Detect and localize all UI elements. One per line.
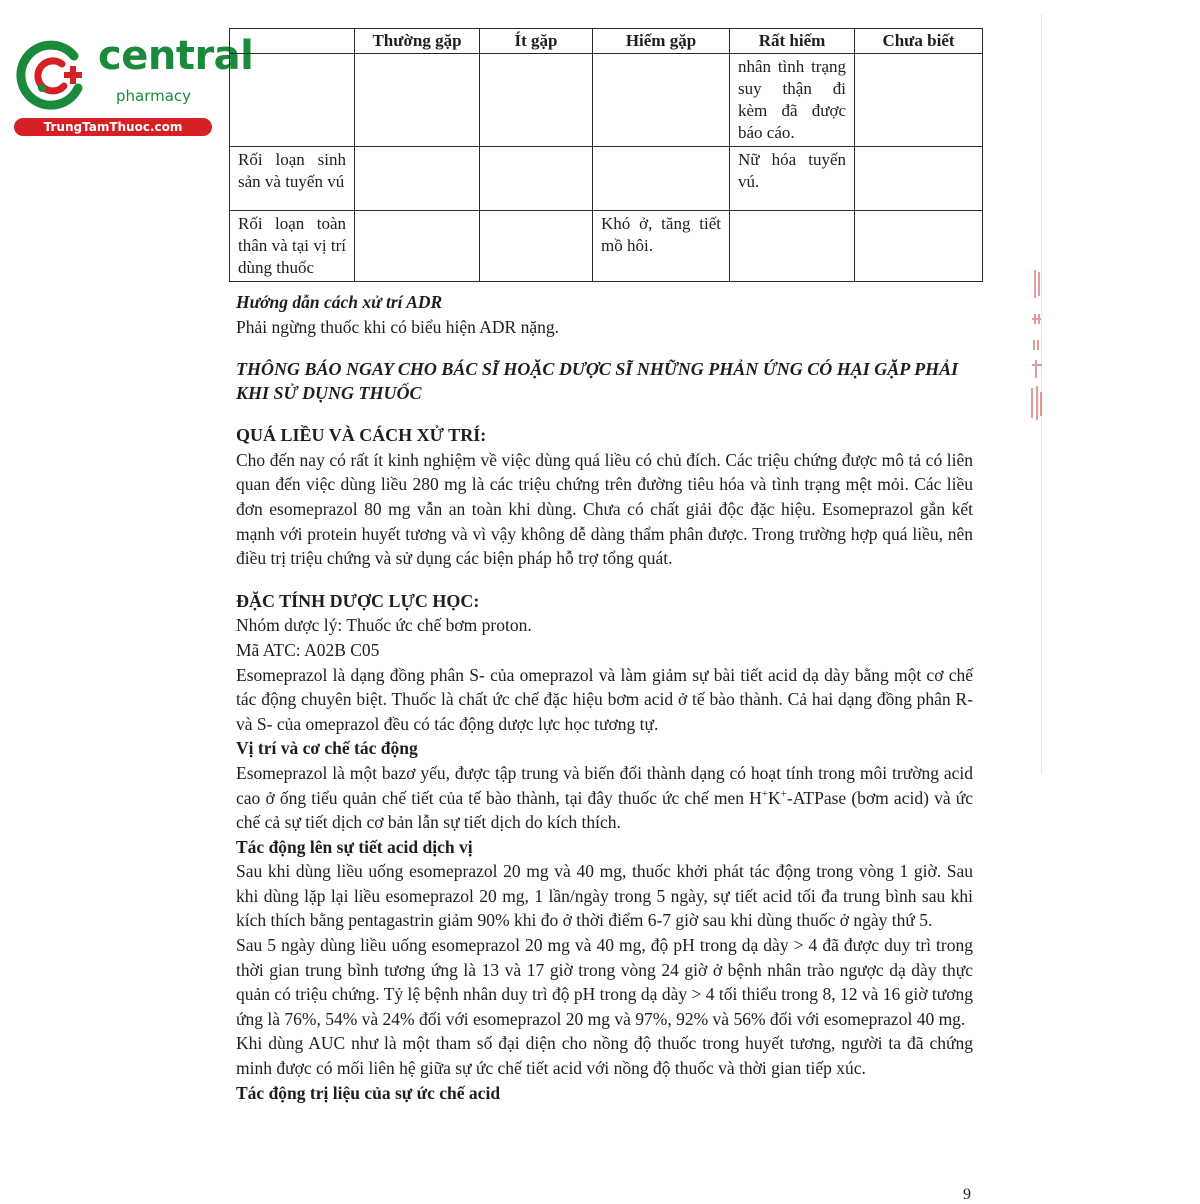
- table-row: [230, 147, 983, 211]
- rare-cell: Khó ở, tăng tiết mồ hôi.: [593, 211, 730, 282]
- superscript-plus: +: [761, 787, 769, 800]
- pharmacological-group: Nhóm dược lý: Thuốc ức chế bơm proton.: [236, 615, 532, 636]
- mechanism-text-part: Esomeprazol là một bazơ yếu, được tập trung và biến đổi thành dạng có hoạt tính trong môi trường acid cao ở ống tiểu quản chế tiết của tế bào thành, tại đây thuốc ức chế men H: [236, 762, 973, 808]
- table-header-row: [230, 29, 983, 54]
- table-row: [230, 54, 983, 147]
- adr-text: Phải ngừng thuốc khi có biểu hiện ADR nặng.: [236, 316, 559, 337]
- central-pharmacy-logo: [10, 33, 254, 136]
- pharmacy-cross-c-icon: [12, 36, 92, 116]
- page-number: 9: [963, 1186, 971, 1203]
- secretion-paragraph: Sau 5 ngày dùng liều uống esomeprazol 20 mg và 40 mg, độ pH trong dạ dày > 4 đã được duy trì trong thời gian trung bình tương ứng là 13 và 17 giờ trong vòng 24 giờ ở bệnh nhân trào ngược dạ dày thực quản có triệu chứng. Tỷ lệ bệnh nhân duy trì độ pH trong dạ dày > 4 tối thiểu trong 8, 12 và 16 giờ tương ứng là 76%, 54% và 24% đối với esomeprazol 20 mg và 97%, 92% và 56% đối với esomeprazol 40 mg.: [236, 935, 973, 1029]
- warning-notice: THÔNG BÁO NGAY CHO BÁC SĨ HOẶC DƯỢC SĨ NHỮNG PHẢN ỨNG CÓ HẠI GẶP PHẢI KHI SỬ DỤNG THUỐC: [236, 359, 959, 404]
- table-cell: [855, 147, 983, 211]
- pharmacodynamics-heading: ĐẶC TÍNH DƯỢC LỰC HỌC:: [236, 590, 480, 611]
- adr-table: [229, 28, 983, 282]
- table-cell: [480, 147, 593, 211]
- header-cell: Chưa biết: [855, 29, 983, 54]
- table-cell: [855, 54, 983, 147]
- secretion-paragraph: Khi dùng AUC như là một tham số đại diện cho nồng độ thuốc trong huyết tương, người ta đã chứng minh được có mối liên hệ giữa sự ức chế tiết acid với nồng độ thuốc và thời gian tiếp xúc.: [236, 1033, 973, 1079]
- mechanism-text: [236, 761, 973, 835]
- table-row: [230, 211, 983, 282]
- table-cell: [355, 211, 480, 282]
- logo-name: central: [98, 33, 254, 79]
- table-cell: [480, 54, 593, 147]
- header-cell: Thường gặp: [355, 29, 480, 54]
- logo-subtitle: pharmacy: [116, 87, 192, 105]
- row-label-cell: Rối loạn toàn thân và tại vị trí dùng thuốc: [230, 211, 355, 282]
- mechanism-heading: Vị trí và cơ chế tác động: [236, 738, 418, 759]
- pharmacodynamics-intro: Esomeprazol là dạng đồng phân S- của omeprazol và làm giảm sự bài tiết acid dạ dày bằng một cơ chế tác động chuyên biệt. Thuốc là chất ức chế đặc hiệu bơm acid ở tế bào thành. Cả hai dạng đồng phân R- và S- của omeprazol đều có tác động dược lực học tương tự.: [236, 664, 973, 734]
- row-label-cell: [230, 54, 355, 147]
- secretion-paragraph: Sau khi dùng liều uống esomeprazol 20 mg và 40 mg, thuốc khởi phát tác động trong vòng 1 giờ. Sau khi dùng lặp lại liều esomeprazol 20 mg, 1 lần/ngày trong 5 ngày, sự tiết acid tối đa trung bình sau khi kích thích bằng pentagastrin giảm 90% khi đo ở thời điểm 6-7 giờ sau khi dùng thuốc ở ngày thứ 5.: [236, 861, 973, 931]
- logo-website: TrungTamThuoc.com: [14, 118, 212, 136]
- mechanism-text-part: -ATPase (bơm acid) và ức chế cả sự tiết dịch cơ bản lẫn sự tiết dịch do kích thích.: [236, 787, 973, 833]
- table-cell: [593, 147, 730, 211]
- table-cell: [480, 211, 593, 282]
- header-cell: Rất hiếm: [730, 29, 855, 54]
- table-cell: [355, 54, 480, 147]
- overdose-text: Cho đến nay có rất ít kinh nghiệm về việc dùng quá liều có chủ đích. Các triệu chứng được mô tả có liên quan đến việc dùng liều 280 mg là các triệu chứng trên đường tiêu hóa và tình trạng mệt mỏi. Các liều đơn esomeprazol 80 mg vẫn an toàn khi dùng. Chưa có chất giải độc đặc hiệu. Esomeprazol gắn kết mạnh với protein huyết tương và vì vậy không dễ dàng thẩm phân được. Trong trường hợp quá liều, nên điều trị triệu chứng và sử dụng các biện pháp hỗ trợ tổng quát.: [236, 449, 973, 569]
- document-body: [236, 290, 973, 1105]
- overdose-heading: QUÁ LIỀU VÀ CÁCH XỬ TRÍ:: [236, 425, 487, 446]
- therapeutic-heading: Tác động trị liệu của sự ức chế acid: [236, 1082, 501, 1103]
- very-rare-cell: Nữ hóa tuyến vú.: [730, 147, 855, 211]
- table-cell: [355, 147, 480, 211]
- header-cell: Ít gặp: [480, 29, 593, 54]
- header-cell: [230, 29, 355, 54]
- very-rare-cell: nhân tình trạng suy thận đi kèm đã được báo cáo.: [730, 54, 855, 147]
- header-cell: Hiếm gặp: [593, 29, 730, 54]
- adr-heading: Hướng dẫn cách xử trí ADR: [236, 292, 443, 312]
- secretion-heading: Tác động lên sự tiết acid dịch vị: [236, 836, 473, 857]
- atc-code: Mã ATC: A02B C05: [236, 639, 380, 660]
- table-cell: [593, 54, 730, 147]
- table-cell: [855, 211, 983, 282]
- adjacent-page-bleed: [1026, 268, 1048, 438]
- mechanism-text-part: K: [768, 787, 781, 808]
- table-cell: [730, 211, 855, 282]
- superscript-plus: +: [780, 787, 787, 800]
- row-label-cell: Rối loạn sinh sản và tuyến vú: [230, 147, 355, 211]
